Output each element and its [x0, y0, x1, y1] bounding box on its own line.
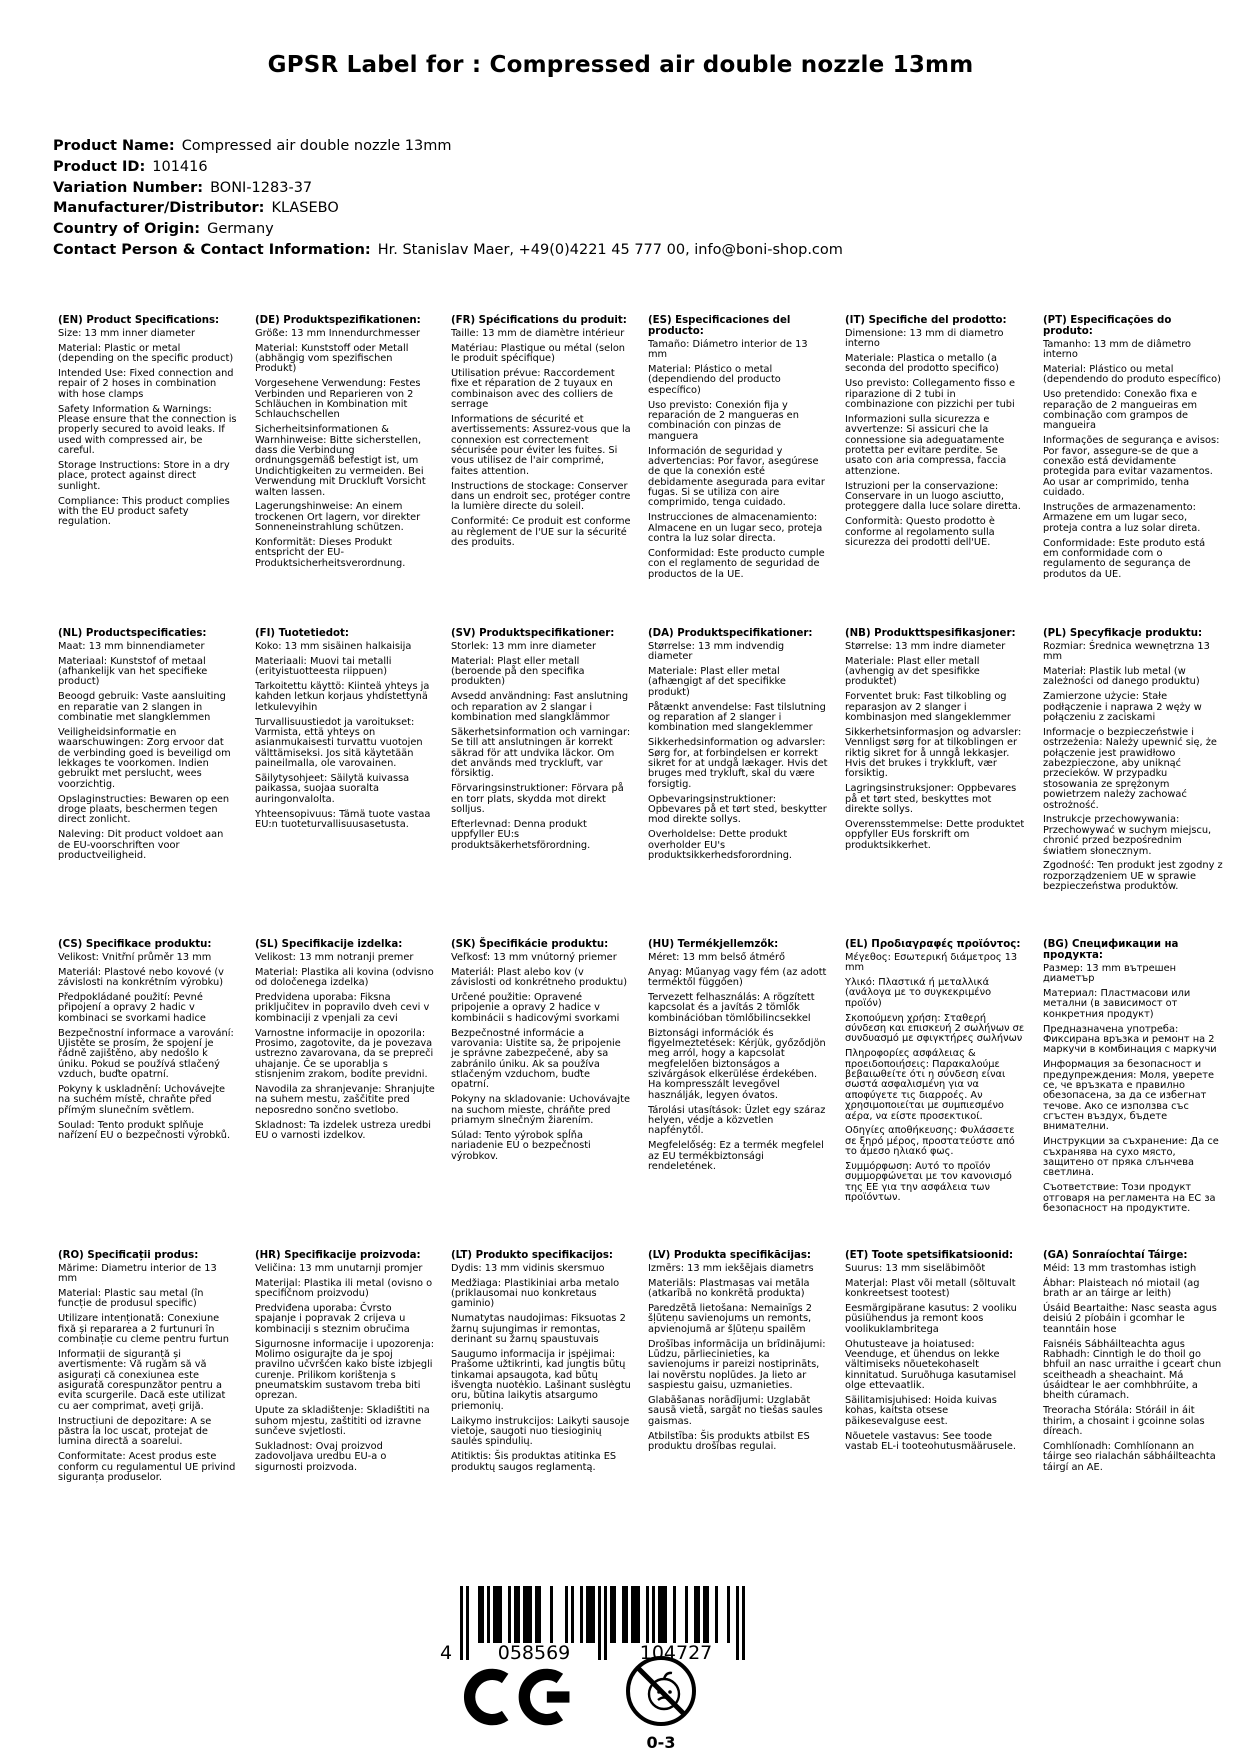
spec-paragraph: Material: Plastic sau metal (în funcție de produsul specific) — [58, 1288, 204, 1310]
product-info-label: Product ID: — [53, 158, 146, 175]
spec-paragraph: Compliance: This product complies with the EU product safety regulation. — [58, 495, 230, 528]
spec-paragraph: Instruções de armazenamento: Armazene em um lugar seco, proteja contra a luz solar direta. — [1043, 501, 1201, 534]
age-warning-label: 0-3 — [646, 1733, 676, 1752]
product-info-value: BONI-1283-37 — [210, 179, 313, 196]
spec-paragraph: Material: Plastika ali kovina (odvisno od določenega izdelka) — [255, 966, 434, 989]
spec-cell-lv — [648, 1251, 828, 1457]
spec-paragraph: Tervezett felhasználás: A rögzített kapcsolat és a javítás 2 tömlők kombinációban tömlőbilincsekkel — [648, 991, 815, 1024]
spec-cell-et — [845, 1251, 1025, 1457]
spec-header: (ET) Toote spetsifikatsioonid: — [845, 1250, 1014, 1261]
barcode-lead-digit: 4 — [440, 1642, 453, 1664]
spec-paragraph: Rozmiar: Średnica wewnętrzna 13 mm — [1043, 640, 1210, 663]
spec-paragraph: Utilisation prévue: Raccordement fixe et réparation de 2 tuyaux en combinaison avec des colliers de serrage — [451, 367, 615, 411]
spec-cell-hu — [648, 940, 828, 1177]
spec-header: (DA) Produktspecifikationer: — [648, 628, 813, 639]
product-info-label: Contact Person & Contact Information: — [53, 241, 371, 258]
spec-cell-fr — [451, 316, 631, 553]
spec-header: (LT) Produkto specifikacijos: — [451, 1250, 613, 1261]
spec-paragraph: Méid: 13 mm trastomhas istigh — [1043, 1262, 1197, 1274]
spec-header: (RO) Specificații produs: — [58, 1250, 199, 1261]
spec-paragraph: Ábhar: Plaisteach nó miotail (ag brath ar an táirge ar leith) — [1043, 1277, 1200, 1300]
spec-cell-sl — [255, 940, 435, 1146]
spec-paragraph: Konformität: Dieses Produkt entspricht der EU-Produktsicherheitsverordnung. — [255, 537, 406, 569]
spec-paragraph: Opbevaringsinstruktioner: Opbevares på et tørt sted, beskytter mod direkte sollys. — [648, 793, 827, 826]
spec-paragraph: Material: Plastic or metal (depending on the specific product) — [58, 342, 234, 365]
spec-paragraph: Istruzioni per la conservazione: Conservare in un luogo asciutto, proteggere dalla luce solare diretta. — [845, 480, 1021, 513]
spec-paragraph: Instructions de stockage: Conserver dans un endroit sec, protéger contre la lumière directe du soleil. — [451, 480, 631, 513]
spec-header: (PT) Especificações do produto: — [1043, 315, 1172, 337]
spec-header: (EN) Product Specifications: — [58, 315, 220, 326]
spec-paragraph: Materiał: Plastik lub metal (w zależności od danego produktu) — [1043, 666, 1200, 688]
spec-paragraph: Dimensione: 13 mm di diametro interno — [845, 327, 1004, 350]
spec-paragraph: Informacje o bezpieczeństwie i ostrzeżenia: Należy upewnić się, że połączenie jest prawidłowo zabezpieczone, aby uniknąć przecieków. W przypadku stosowania ze sprężonym powietrzem należy zachować ostrożność. — [1043, 726, 1217, 811]
spec-paragraph: Méret: 13 mm belső átmérő — [648, 951, 785, 963]
spec-paragraph: Navodila za shranjevanje: Shranjujte na suhem mestu, zaščitite pred neposredno sončno svetlobo. — [255, 1083, 435, 1116]
spec-paragraph: Material: Plástico ou metal (dependendo do produto específico) — [1043, 363, 1221, 386]
spec-paragraph: Materiale: Plastica o metallo (a seconda del prodotto specifico) — [845, 353, 999, 375]
spec-paragraph: Conformitate: Acest produs este conform cu regulamentul UE privind siguranța produselor. — [58, 1451, 236, 1484]
spec-header: (CS) Specifikace produktu: — [58, 939, 212, 950]
product-info-value: 101416 — [152, 158, 208, 175]
barcode — [438, 1586, 750, 1672]
spec-paragraph: Информация за безопасност и предупреждения: Моля, уверете се, че връзката е правилно обезопасена, за да се избегнат течове. Ако се използва със сгъстен въздух, бъдете внимателни. — [1043, 1059, 1214, 1133]
spec-paragraph: Anyag: Műanyag vagy fém (az adott terméktől függően) — [648, 966, 827, 989]
spec-paragraph: Taille: 13 mm de diamètre intérieur — [451, 327, 625, 339]
spec-cell-da — [648, 629, 828, 866]
spec-header: (PL) Specyfikacje produktu: — [1043, 628, 1203, 639]
spec-header: (BG) Спецификации на продукта: — [1043, 939, 1179, 961]
spec-paragraph: Säilitamisjuhised: Hoida kuivas kohas, kaitsta otsese päikesevalguse eest. — [845, 1394, 997, 1427]
spec-paragraph: Zamierzone użycie: Stałe podłączenie i naprawa 2 węży w połączeniu z zaciskami — [1043, 691, 1202, 724]
spec-paragraph: Förvaringsinstruktioner: Förvara på en torr plats, skydda mot direkt solljus. — [451, 783, 624, 816]
ce-mark-icon — [452, 1664, 587, 1730]
spec-paragraph: Материал: Пластмасови или метални (в зависимост от конкретния продукт) — [1043, 987, 1191, 1020]
spec-cell-cs — [58, 940, 238, 1146]
spec-paragraph: Intended Use: Fixed connection and repair of 2 hoses in combination with hose clamps — [58, 367, 234, 400]
spec-cell-ro — [58, 1251, 238, 1488]
spec-paragraph: Upute za skladištenje: Skladištiti na suhom mjestu, zaštititi od izravne sunčeve svjetlosti. — [255, 1405, 430, 1438]
age-warning-symbol — [622, 1654, 700, 1751]
spec-paragraph: Zgodność: Ten produkt jest zgodny z rozporządzeniem UE w sprawie bezpieczeństwa produktów. — [1043, 860, 1223, 893]
spec-paragraph: Størrelse: 13 mm indvendig diameter — [648, 640, 785, 663]
product-info-value: Compressed air double nozzle 13mm — [181, 138, 452, 154]
spec-paragraph: Informations de sécurité et avertissements: Assurez-vous que la connexion est correctement sécurisée pour éviter les fuites. Si vous utilisez de l'air comprimé, faites attention. — [451, 413, 631, 477]
product-info-value: Hr. Stanislav Maer, +49(0)4221 45 777 00, info@boni-shop.com — [377, 241, 843, 258]
spec-paragraph: Úsáid Beartaithe: Nasc seasta agus deisiú 2 píobáin i gcomhar le teanntáin hose — [1043, 1302, 1217, 1335]
spec-paragraph: Pokyny na skladovanie: Uchovávajte na suchom mieste, chráňte pred priamym slnečným žiarením. — [451, 1094, 630, 1127]
product-info-value: KLASEBO — [271, 200, 339, 217]
spec-paragraph: Drošības informācija un brīdinājumi: Lūdzu, pārliecinieties, ka savienojums ir pareizi nostiprināts, lai novērstu noplūdes. Ja lieto ar saspiestu gaisu, uzmanieties. — [648, 1338, 826, 1392]
age-warning-icon — [622, 1654, 700, 1730]
spec-paragraph: Conformidad: Este producto cumple con el reglamento de seguridad de productos de la UE. — [648, 547, 825, 580]
spec-paragraph: Säkerhetsinformation och varningar: Se till att anslutningen är korrekt säkrad för att undvika läckor. Om det används med tryckluft, var försiktig. — [451, 726, 631, 780]
spec-paragraph: Υλικό: Πλαστικά ή μεταλλικά (ανάλογα με το συγκεκριμένο προϊόν) — [845, 977, 992, 1009]
spec-paragraph: Materiāls: Plastmasas vai metāla (atkarībā no konkrētā produkta) — [648, 1277, 810, 1300]
spec-cell-hr — [255, 1251, 435, 1478]
spec-cell-pt — [1043, 316, 1223, 585]
spec-paragraph: Tamanho: 13 mm de diâmetro interno — [1043, 338, 1192, 360]
spec-paragraph: Turvallisuustiedot ja varoitukset: Varmista, että yhteys on asianmukaisesti turvattu vuotojen välttämiseksi. Jos sitä käytetään paineilmalla, ole varovainen. — [255, 716, 423, 770]
spec-paragraph: Naleving: Dit product voldoet aan de EU-voorschriften voor productveiligheid. — [58, 829, 224, 862]
spec-paragraph: Vorgesehene Verwendung: Festes Verbinden und Reparieren von 2 Schläuchen in Kombination mit Schlauchschellen — [255, 378, 421, 421]
spec-paragraph: Efterlevnad: Denna produkt uppfyller EU:s produktsäkerhetsförordning. — [451, 818, 591, 851]
spec-paragraph: Velikost: 13 mm notranji premer — [255, 951, 414, 963]
spec-paragraph: Maat: 13 mm binnendiameter — [58, 640, 205, 652]
spec-paragraph: Koko: 13 mm sisäinen halkaisija — [255, 640, 412, 652]
spec-paragraph: Veiligheidsinformatie en waarschuwingen: Zorg ervoor dat de verbinding goed is beveiligd om lekkages te voorkomen. Indien gebruikt met perslucht, wees voorzichtig. — [58, 726, 231, 790]
spec-paragraph: Bezpečnostní informace a varování: Ujistěte se prosím, že spojení je řádně zajištěno, aby nedošlo k úniku. Pokud se používá stlačený vzduch, buďte opatrní. — [58, 1027, 234, 1081]
spec-paragraph: Materjal: Plast või metall (sõltuvalt konkreetsest tootest) — [845, 1277, 1016, 1300]
product-info-label: Variation Number: — [53, 179, 204, 196]
spec-paragraph: Material: Plástico o metal (dependiendo del producto específico) — [648, 363, 781, 396]
spec-paragraph: Säilytysohjeet: Säilytä kuivassa paikassa, suojaa suoralta auringonvalolta. — [255, 772, 410, 805]
spec-paragraph: Megfelelőség: Ez a termék megfelel az EU termékbiztonsági rendeletének. — [648, 1140, 824, 1173]
spec-paragraph: Eesmärgipärane kasutus: 2 vooliku püsiühendus ja remont koos voolikuklambritega — [845, 1302, 1017, 1335]
spec-paragraph: Materiale: Plast eller metal (afhængigt af det specifikke produkt) — [648, 666, 786, 698]
spec-paragraph: Tamaño: Diámetro interior de 13 mm — [648, 338, 808, 360]
spec-paragraph: Treoracha Stórála: Stóráil in áit thirim, a chosaint i gcoinne solas díreach. — [1043, 1405, 1205, 1438]
spec-paragraph: Size: 13 mm inner diameter — [58, 327, 196, 339]
spec-paragraph: Πληροφορίες ασφάλειας & προειδοποιήσεις: Παρακαλούμε βεβαιωθείτε ότι η σύνδεση είναι σωστά ασφαλισμένη για να αποφύγετε τις διαρροές. Αν χρησιμοποιείται με συμπιεσμένο αέρα, να είστε προσεκτικοί. — [845, 1048, 1006, 1122]
spec-paragraph: Storlek: 13 mm inre diameter — [451, 640, 596, 652]
spec-header: (SV) Produktspecifikationer: — [451, 628, 615, 639]
spec-paragraph: Предназначена употреба: Фиксирана връзка и ремонт на 2 маркучи в комбинация с маркучи — [1043, 1023, 1217, 1056]
spec-header: (DE) Produktspezifikationen: — [255, 315, 421, 326]
spec-paragraph: Tárolási utasítások: Üzlet egy száraz helyen, védje a közvetlen napfénytől. — [648, 1104, 826, 1137]
spec-cell-it — [845, 316, 1025, 553]
spec-header: (NB) Produkttspesifikasjoner: — [845, 628, 1016, 639]
spec-paragraph: Instrucțiuni de depozitare: A se păstra la loc uscat, protejat de lumina directă a soarelui. — [58, 1415, 212, 1448]
barcode-left-digits: 058569 — [497, 1642, 571, 1664]
spec-paragraph: Overensstemmelse: Dette produktet oppfyller EUs forskrift om produktsikkerhet. — [845, 818, 1025, 851]
product-info-value: Germany — [207, 221, 274, 238]
spec-paragraph: Beoogd gebruik: Vaste aansluiting en reparatie van 2 slangen in combinatie met slangklemmen — [58, 691, 226, 724]
spec-paragraph: Skladnost: Ta izdelek ustreza uredbi EU o varnosti izdelkov. — [255, 1119, 431, 1141]
spec-paragraph: Nõuetele vastavus: See toode vastab EL-i tooteohutusmäärusele. — [845, 1430, 1016, 1452]
spec-paragraph: Uso previsto: Collegamento fisso e riparazione di 2 tubi in combinazione con pizzichi per tubi — [845, 378, 1016, 411]
spec-paragraph: Materiál: Plastové nebo kovové (v závislosti na konkrétním výrobku) — [58, 966, 224, 989]
spec-paragraph: Forventet bruk: Fast tilkobling og reparasjon av 2 slanger i kombinasjon med slangeklemmer — [845, 691, 1011, 724]
spec-header: (EL) Προδιαγραφές προϊόντος: — [845, 939, 1021, 950]
spec-paragraph: Información de seguridad y advertencias: Por favor, asegúrese de que la conexión esté debidamente asegurada para evitar fugas. Si se utiliza con aire comprimido, tenga cuidado. — [648, 445, 825, 509]
spec-paragraph: Sicherheitsinformationen & Warnhinweise: Bitte sicherstellen, dass die Verbindung ordnungsgemäß befestigt ist, um Undichtigkeiten zu vermeiden. Bei Verwendung mit Druckluft Vorsicht walten lassen. — [255, 424, 426, 498]
spec-paragraph: Veličina: 13 mm unutarnji promjer — [255, 1262, 423, 1274]
spec-paragraph: Påtænkt anvendelse: Fast tilslutning og reparation af 2 slanger i kombination med slangeklemmer — [648, 701, 826, 734]
spec-paragraph: Informações de segurança e avisos: Por favor, assegure-se de que a conexão está devidamente protegida para evitar vazamentos. Ao usar ar comprimido, tenha cuidado. — [1043, 435, 1220, 498]
spec-header: (HU) Termékjellemzők: — [648, 939, 779, 950]
spec-cell-lt — [451, 1251, 631, 1478]
spec-paragraph: Mărime: Diametru interior de 13 mm — [58, 1262, 217, 1285]
spec-paragraph: Conformidade: Este produto está em conformidade com o regulamento de segurança de produtos da UE. — [1043, 537, 1206, 580]
spec-paragraph: Σκοπούμενη χρήση: Σταθερή σύνδεση και επισκευή 2 σωλήνων σε συνδυασμό με σφιγκτήρες σωλήνων — [845, 1012, 1025, 1045]
product-info-label: Manufacturer/Distributor: — [53, 200, 265, 217]
spec-paragraph: Größe: 13 mm Innendurchmesser — [255, 327, 421, 339]
spec-paragraph: Μέγεθος: Εσωτερική διάμετρος 13 mm — [845, 951, 1018, 974]
spec-paragraph: Dydis: 13 mm vidinis skersmuo — [451, 1262, 605, 1274]
spec-paragraph: Materiaali: Muovi tai metalli (erityistuotteesta riippuen) — [255, 655, 392, 678]
spec-paragraph: Numatytas naudojimas: Fiksuotas 2 žarnų sujungimas ir remontas, derinant su žarnų spaustuvais — [451, 1313, 626, 1346]
spec-header: (GA) Sonraíochtaí Táirge: — [1043, 1250, 1188, 1261]
product-info-label: Country of Origin: — [53, 221, 201, 238]
spec-paragraph: Veľkosť: 13 mm vnútorný priemer — [451, 951, 617, 963]
spec-cell-sk — [451, 940, 631, 1167]
spec-paragraph: Размер: 13 mm вътрешен диаметър — [1043, 962, 1176, 984]
spec-paragraph: Sikkerhetsinformasjon og advarsler: Vennligst sørg for at tilkoblingen er riktig sikret for å unngå lekkasjer. Hvis det brukes i trykkluft, vær forsiktig. — [845, 726, 1022, 780]
spec-paragraph: Glabāšanas norādījumi: Uzglabāt sausā vietā, sargāt no tiešas saules gaismas. — [648, 1394, 823, 1427]
spec-paragraph: Material: Plast eller metall (beroende på den specifika produkten) — [451, 655, 585, 688]
spec-paragraph: Συμμόρφωση: Αυτό το προϊόν συμμορφώνεται με τον κανονισμό της ΕΕ για την ασφάλεια των προϊόντων. — [845, 1161, 1012, 1204]
spec-paragraph: Atitiktis: Šis produktas atitinka ES produktų saugos reglamentą. — [451, 1451, 617, 1473]
spec-cell-es — [648, 316, 828, 585]
spec-paragraph: Materijal: Plastika ili metal (ovisno o specifičnom proizvodu) — [255, 1277, 433, 1300]
spec-paragraph: Conformité: Ce produit est conforme au règlement de l'UE sur la sécurité des produits. — [451, 516, 631, 549]
spec-cell-bg — [1043, 940, 1223, 1219]
spec-paragraph: Suurus: 13 mm siseläbimõõt — [845, 1262, 986, 1274]
spec-paragraph: Medžiaga: Plastikiniai arba metalo (priklausomai nuo konkretaus gaminio) — [451, 1277, 620, 1310]
spec-paragraph: Lagerungshinweise: An einem trockenen Ort lagern, vor direkter Sonneneinstrahlung schützen. — [255, 501, 421, 534]
spec-header: (NL) Productspecificaties: — [58, 628, 207, 639]
spec-paragraph: Uso previsto: Conexión fija y reparación de 2 mangueras en combinación con pinzas de manguera — [648, 399, 799, 442]
spec-paragraph: Storage Instructions: Store in a dry place, protect against direct sunlight. — [58, 459, 230, 492]
spec-paragraph: Conformità: Questo prodotto è conforme al regolamento sulla sicurezza dei prodotti dell'UE. — [845, 516, 995, 549]
spec-cell-nl — [58, 629, 238, 866]
spec-paragraph: Инструкции за съхранение: Да се съхранява на сухо място, защитено от пряка слънчева светлина. — [1043, 1136, 1219, 1179]
spec-paragraph: Laikymo instrukcijos: Laikyti sausoje vietoje, saugoti nuo tiesioginių saulės spindulių. — [451, 1415, 630, 1448]
spec-paragraph: Sigurnosne informacije i upozorenja: Molimo osigurajte da je spoj pravilno učvršćen kako biste izbjegli curenje. Prilikom korištenja s pneumatskim sustavom treba biti oprezan. — [255, 1338, 435, 1402]
spec-cell-pl — [1043, 629, 1223, 897]
spec-paragraph: Materiál: Plast alebo kov (v závislosti od konkrétneho produktu) — [451, 966, 628, 989]
spec-paragraph: Biztonsági információk és figyelmeztetések: Kérjük, győződjön meg arról, hogy a kapcsolat megfelelően biztonságos a szivárgások elkerülése érdekében. Ha kompresszált levegővel használják, legyen óvatos. — [648, 1027, 826, 1101]
spec-paragraph: Οδηγίες αποθήκευσης: Φυλάσσετε σε ξηρό μέρος, προστατεύστε από το άμεσο ηλιακό φως. — [845, 1125, 1015, 1158]
spec-paragraph: Съответствие: Този продукт отговаря на регламента на ЕС за безопасност на продуктите. — [1043, 1182, 1216, 1214]
spec-header: (IT) Specifiche del prodotto: — [845, 315, 1007, 326]
spec-paragraph: Matériau: Plastique ou métal (selon le produit spécifique) — [451, 342, 626, 365]
spec-paragraph: Bezpečnostné informácie a varovania: Uistite sa, že pripojenie je správne zabezpečené, aby sa zabránilo úniku. Ak sa používa stlačeným vzduchom, buďte opatrní. — [451, 1027, 621, 1091]
spec-header: (ES) Especificaciones del producto: — [648, 315, 791, 337]
spec-cell-el — [845, 940, 1025, 1208]
spec-paragraph: Sukladnost: Ovaj proizvod zadovoljava uredbu EU-a o sigurnosti proizvoda. — [255, 1440, 387, 1473]
spec-paragraph: Velikost: Vnitřní průměr 13 mm — [58, 951, 212, 963]
spec-paragraph: Saugumo informacija ir įspėjimai: Prašome užtikrinti, kad jungtis būtų tinkamai apsaugota, kad būtų išvengta nuotėkio. Lašinant suslėgtu oru, būtina laikytis atsargumo priemonių. — [451, 1348, 631, 1412]
spec-paragraph: Predvidena uporaba: Fiksna priključitev in popravilo dveh cevi v kombinaciji z vpenjali za cevi — [255, 991, 430, 1024]
spec-cell-ga — [1043, 1251, 1223, 1478]
spec-cell-sv — [451, 629, 631, 856]
spec-paragraph: Ohutusteave ja hoiatused: Veenduge, et ühendus on lekke vältimiseks nõuetekohaselt kinnitatud. Suruõhuga kasutamisel olge ettevaatlik. — [845, 1338, 1017, 1392]
spec-paragraph: Varnostne informacije in opozorila: Prosimo, zagotovite, da je povezava ustrezno zavarovana, da se prepreči uhajanje. Če se uporablja s stisnjenim zrakom, bodite previdni. — [255, 1027, 434, 1081]
spec-paragraph: Určené použitie: Opravené pripojenie a opravy 2 hadice v kombinácii s hadicovými svorkami — [451, 991, 620, 1024]
spec-header: (LV) Produkta specifikācijas: — [648, 1250, 811, 1261]
spec-paragraph: Material: Kunststoff oder Metall (abhängig vom spezifischen Produkt) — [255, 342, 409, 375]
spec-paragraph: Opslaginstructies: Bewaren op een droge plaats, beschermen tegen direct zonlicht. — [58, 793, 230, 826]
spec-paragraph: Atbilstība: Šis produkts atbilst ES produktu drošības regulai. — [648, 1430, 810, 1452]
page-title: GPSR Label for : Compressed air double nozzle 13mm — [267, 52, 974, 78]
spec-paragraph: Overholdelse: Dette produkt overholder EU's produktsikkerhedsforordning. — [648, 829, 793, 862]
spec-paragraph: Utilizare intenționată: Conexiune fixă și repararea a 2 furtunuri în combinație cu cleme pentru furtun — [58, 1313, 229, 1346]
spec-paragraph: Izmērs: 13 mm iekšējais diametrs — [648, 1262, 814, 1274]
spec-paragraph: Soulad: Tento produkt splňuje nařízení EU o bezpečnosti výrobků. — [58, 1119, 231, 1141]
spec-paragraph: Avsedd användning: Fast anslutning och reparation av 2 slangar i kombination med slangklämmor — [451, 691, 629, 724]
spec-paragraph: Predviđena uporaba: Čvrsto spajanje i popravak 2 crijeva u kombinaciji s steznim obručima — [255, 1302, 410, 1335]
spec-paragraph: Safety Information & Warnings: Please ensure that the connection is properly secured to avoid leaks. If used with compressed air, be careful. — [58, 403, 237, 457]
spec-paragraph: Informazioni sulla sicurezza e avvertenze: Si assicuri che la connessione sia adeguatamente protetta per evitare perdite. Se usato con aria compressa, faccia attenzione. — [845, 413, 1007, 477]
spec-header: (SK) Špecifikácie produktu: — [451, 939, 609, 950]
spec-header: (SL) Specifikacije izdelka: — [255, 939, 403, 950]
spec-header: (HR) Specifikacije proizvoda: — [255, 1250, 421, 1261]
spec-paragraph: Instrucciones de almacenamiento: Almacene en un lugar seco, proteja contra la luz solar directa. — [648, 512, 823, 544]
spec-paragraph: Materiale: Plast eller metall (avhengig av det spesifikke produktet) — [845, 655, 980, 688]
spec-paragraph: Yhteensopivuus: Tämä tuote vastaa EU:n tuoteturvallisuusasetusta. — [255, 808, 431, 830]
spec-cell-nb — [845, 629, 1025, 856]
spec-paragraph: Lagringsinstruksjoner: Oppbevares på et tørt sted, beskyttes mot direkte sollys. — [845, 783, 1017, 816]
spec-cell-fi — [255, 629, 435, 835]
spec-paragraph: Sikkerhedsinformation og advarsler: Sørg for, at forbindelsen er korrekt sikret for at undgå lækager. Hvis det bruges med trykluft, skal du være forsigtig. — [648, 737, 828, 790]
spec-cell-en — [58, 316, 238, 532]
spec-paragraph: Súlad: Tento výrobok spĺňa nariadenie EÚ o bezpečnosti výrobkov. — [451, 1129, 591, 1162]
spec-paragraph: Paredzētā lietošana: Nemainīgs 2 šļūteņu savienojums un remonts, apvienojumā ar šļūteņu spailēm — [648, 1302, 812, 1335]
spec-paragraph: Informații de siguranță și avertismente: Vă rugăm să vă asigurați că conexiunea este asigurată corespunzător pentru a evita scurgerile. Dacă este utilizat cu aer comprimat, aveți grijă. — [58, 1348, 226, 1412]
spec-paragraph: Comhlíonadh: Comhlíonann an táirge seo rialachán sábháilteachta táirgí an AE. — [1043, 1440, 1216, 1473]
spec-header: (FR) Spécifications du produit: — [451, 315, 627, 326]
barcode-right-digits: 104727 — [639, 1642, 713, 1664]
spec-header: (FI) Tuotetiedot: — [255, 628, 349, 639]
spec-paragraph: Størrelse: 13 mm indre diameter — [845, 640, 1006, 652]
spec-paragraph: Materiaal: Kunststof of metaal (afhankelijk van het specifieke product) — [58, 655, 208, 688]
spec-paragraph: Tarkoitettu käyttö: Kiinteä yhteys ja kahden letkun korjaus yhdistettynä letkulevyihin — [255, 680, 430, 713]
spec-paragraph: Předpokládané použití: Pevné připojení a opravy 2 hadic v kombinaci se svorkami hadice — [58, 991, 206, 1024]
spec-cell-de — [255, 316, 435, 574]
spec-paragraph: Instrukcje przechowywania: Przechowywać w suchym miejscu, chronić przed bezpośrednim światłem słonecznym. — [1043, 814, 1212, 857]
spec-paragraph: Faisnéis Sábháilteachta agus Rabhadh: Cinntigh le do thoil go bhfuil an nasc urraithe i gceart chun sceitheadh a sheachaint. Má úsáidtear le aer comhbhrúite, a bheith cúramach. — [1043, 1338, 1222, 1402]
product-info-label: Product Name: — [53, 138, 175, 154]
spec-paragraph: Uso pretendido: Conexão fixa e reparação de 2 mangueiras em combinação com grampos de mangueira — [1043, 389, 1198, 432]
spec-paragraph: Pokyny k uskladnění: Uchovávejte na suchém místě, chraňte před přímým slunečním světlem. — [58, 1083, 226, 1116]
